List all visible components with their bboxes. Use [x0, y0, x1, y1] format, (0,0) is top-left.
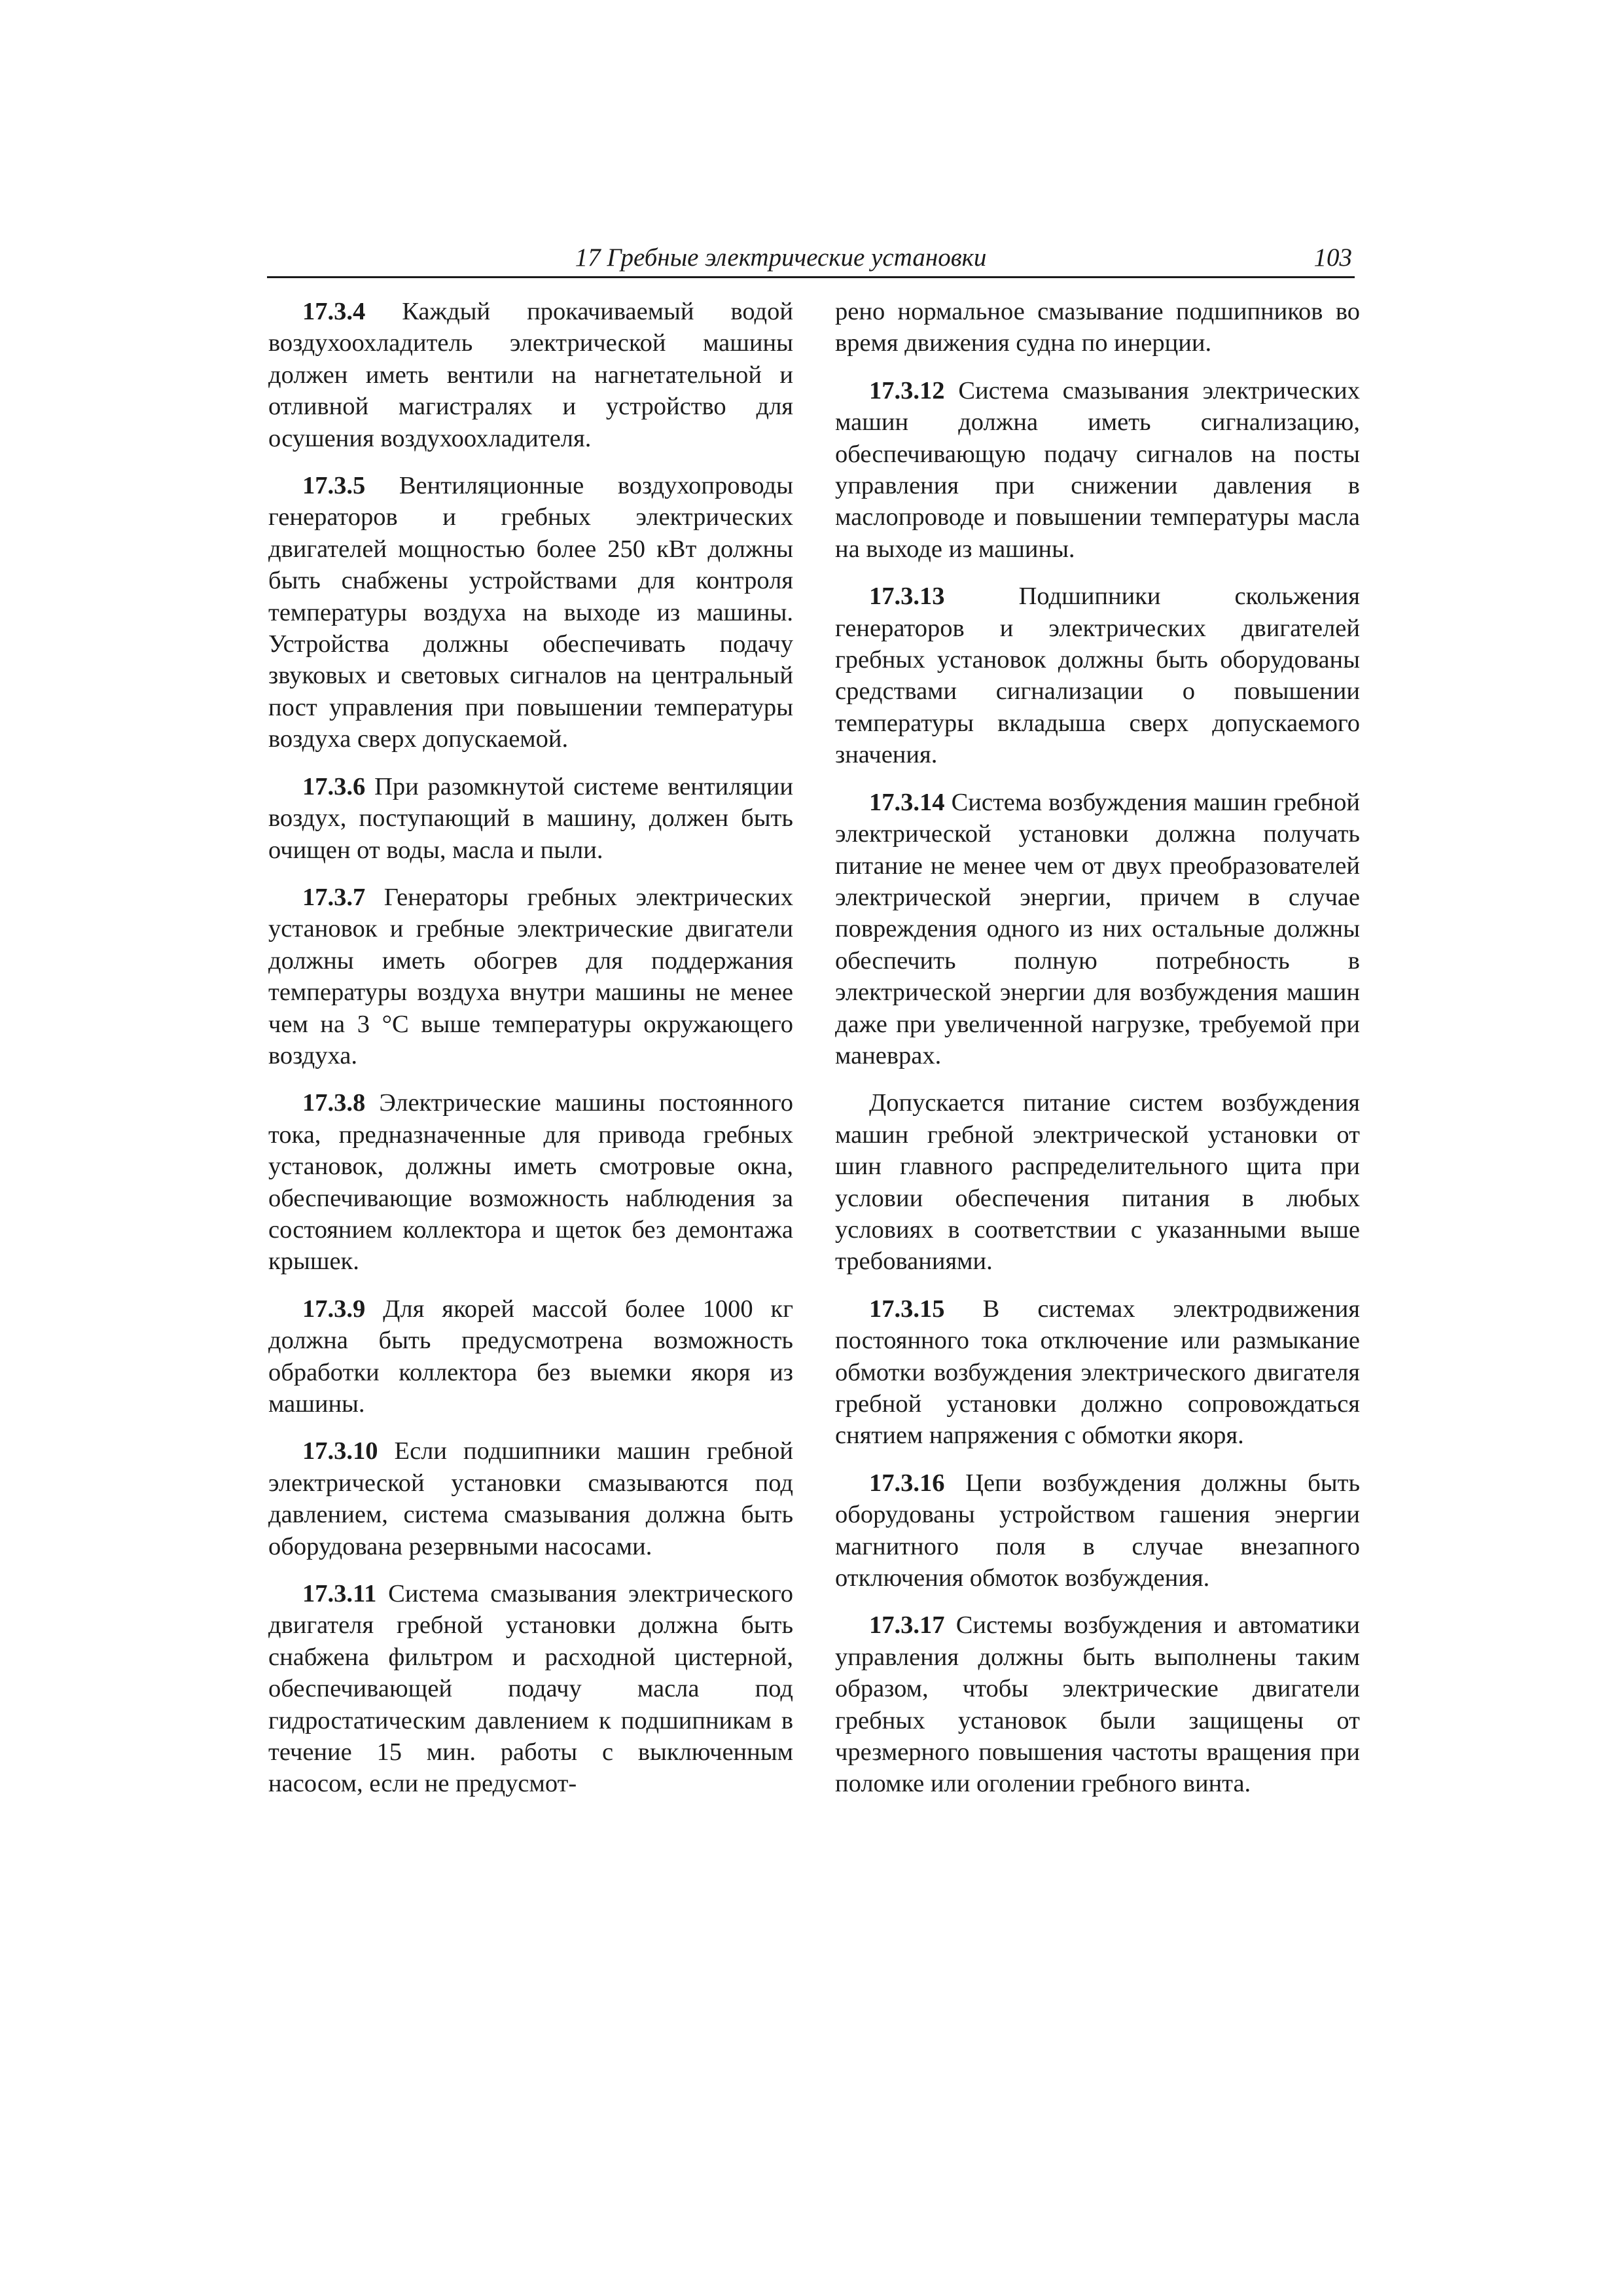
clause-number: 17.3.13 [869, 583, 945, 611]
paragraph [835, 1609, 1360, 1799]
running-header [267, 240, 1355, 278]
clause-number: 17.3.6 [302, 772, 366, 800]
clause-text: Подшипники скольжения генераторов и электрических двигателей гребных установок должны быть оборудованы средствами сигнализации о повышении температуры вкладыша сверх допускаемого значения. [835, 583, 1360, 769]
clause-text: Электрические машины постоянного тока, предназначенные для привода гребных установок, должны иметь смотровые окна, обеспечивающие возможность наблюдения за состоянием коллектора и щеток без демонтажа крышек. [268, 1089, 794, 1276]
clause-number: 17.3.5 [302, 472, 366, 500]
clause-text: Каждый прокачиваемый водой воздухоохладитель электрической машины должен иметь вентили на нагнетательной и отливной магистралях и устройство для осушения воздухоохладителя. [268, 298, 793, 452]
clause-number: 17.3.12 [869, 376, 945, 404]
clause-number: 17.3.15 [869, 1295, 945, 1323]
clause-number: 17.3.14 [869, 788, 945, 816]
paragraph [268, 1087, 793, 1277]
clause-text: Допускается питание систем возбуждения машин гребной электрической установки от шин главного распределительного щита при условии обеспечения питания в любых условиях в соответствии с указанными выше требованиями. [835, 1089, 1360, 1276]
left-column [268, 296, 793, 1816]
paragraph [835, 1293, 1360, 1452]
clause-text: Системы возбуждения и автоматики управления должны быть выполнены таким образом, чтобы электрические двигатели гребных установок были защищены от чрезмерного повышения частоты вращения при поломке или оголении гребного винта. [835, 1611, 1360, 1798]
clause-number: 17.3.11 [302, 1580, 377, 1608]
clause-number: 17.3.16 [869, 1469, 945, 1497]
clause-text: В системах электродвижения постоянного тока отключение или размыкание обмотки возбуждения электрического двигателя гребной установки должно сопровождаться снятием напряжения с обмотки якоря. [835, 1295, 1361, 1450]
clause-text: Система смазывания электрического двигателя гребной установки должна быть снабжена фильтром и расходной цистерной, обеспечивающей подачу масла под гидростатическим давлением к подшипникам в течение 15 мин. работы с выключенным насосом, если не предусмот- [268, 1580, 793, 1798]
clause-text: Вентиляционные воздухопроводы генераторов и гребных электрических двигателей мощностью более 250 кВт должны быть снабжены устройствами для контроля температуры воздуха на выходе из машины. Устройства должны обеспечивать подачу звуковых и световых сигналов на центральный пост управления при повышении температуры воздуха сверх допускаемой. [268, 472, 793, 753]
paragraph [268, 771, 793, 866]
paragraph [268, 1578, 793, 1800]
paragraph-continuation: рено нормальное смазывание подшипников во время движения судна по инерции. [835, 298, 1360, 357]
paragraph [268, 296, 793, 454]
clause-number: 17.3.8 [302, 1089, 366, 1117]
running-header-title: 17 Гребные электрические установки [575, 243, 987, 272]
paragraph [835, 375, 1360, 565]
clause-text: Для якорей массой более 1000 кг должна быть предусмотрена возможность обработки коллектора без выемки якоря из машины. [268, 1295, 793, 1418]
paragraph [268, 882, 793, 1071]
clause-number: 17.3.7 [302, 883, 366, 911]
clause-number: 17.3.10 [302, 1437, 378, 1465]
paragraph [268, 470, 793, 755]
paragraph [835, 581, 1360, 770]
clause-text: Если подшипники машин гребной электрической установки смазываются под давлением, система смазывания должна быть оборудована резервными насосами. [268, 1437, 794, 1560]
paragraph [835, 1467, 1360, 1594]
right-column [835, 296, 1360, 1816]
clause-text: При разомкнутой системе вентиляции воздух, поступающий в машину, должен быть очищен от воды, масла и пыли. [268, 772, 794, 864]
clause-number: 17.3.4 [302, 298, 366, 325]
paragraph [268, 1435, 793, 1562]
clause-number: 17.3.17 [869, 1611, 945, 1640]
clause-number: 17.3.9 [302, 1295, 366, 1323]
clause-text: Цепи возбуждения должны быть оборудованы устройством гашения энергии магнитного поля в случае внезапного отключения обмоток возбуждения. [835, 1469, 1361, 1592]
clause-text: Система возбуждения машин гребной электрической установки должна получать питание не менее чем от двух преобразователей электрической энергии, причем в случае повреждения одного из них остальные должны обеспечить полную потребность в электрической энергии для возбуждения машин даже при увеличенной нагрузке, требуемой при маневрах. [835, 788, 1360, 1069]
page-number: 103 [1313, 243, 1352, 272]
clause-text: Генераторы гребных электрических установок и гребные электрические двигатели должны иметь обогрев для поддержания температуры воздуха внутри машины не менее чем на 3 °С выше температуры окружающего воздуха. [268, 883, 793, 1069]
clause-text: Система смазывания электрических машин должна иметь сигнализацию, обеспечивающую подачу сигналов на посты управления при снижении давления в маслопроводе и повышении температуры масла на выходе из машины. [835, 376, 1361, 563]
paragraph [835, 787, 1360, 1072]
paragraph [268, 1293, 793, 1420]
paragraph [835, 1087, 1360, 1277]
